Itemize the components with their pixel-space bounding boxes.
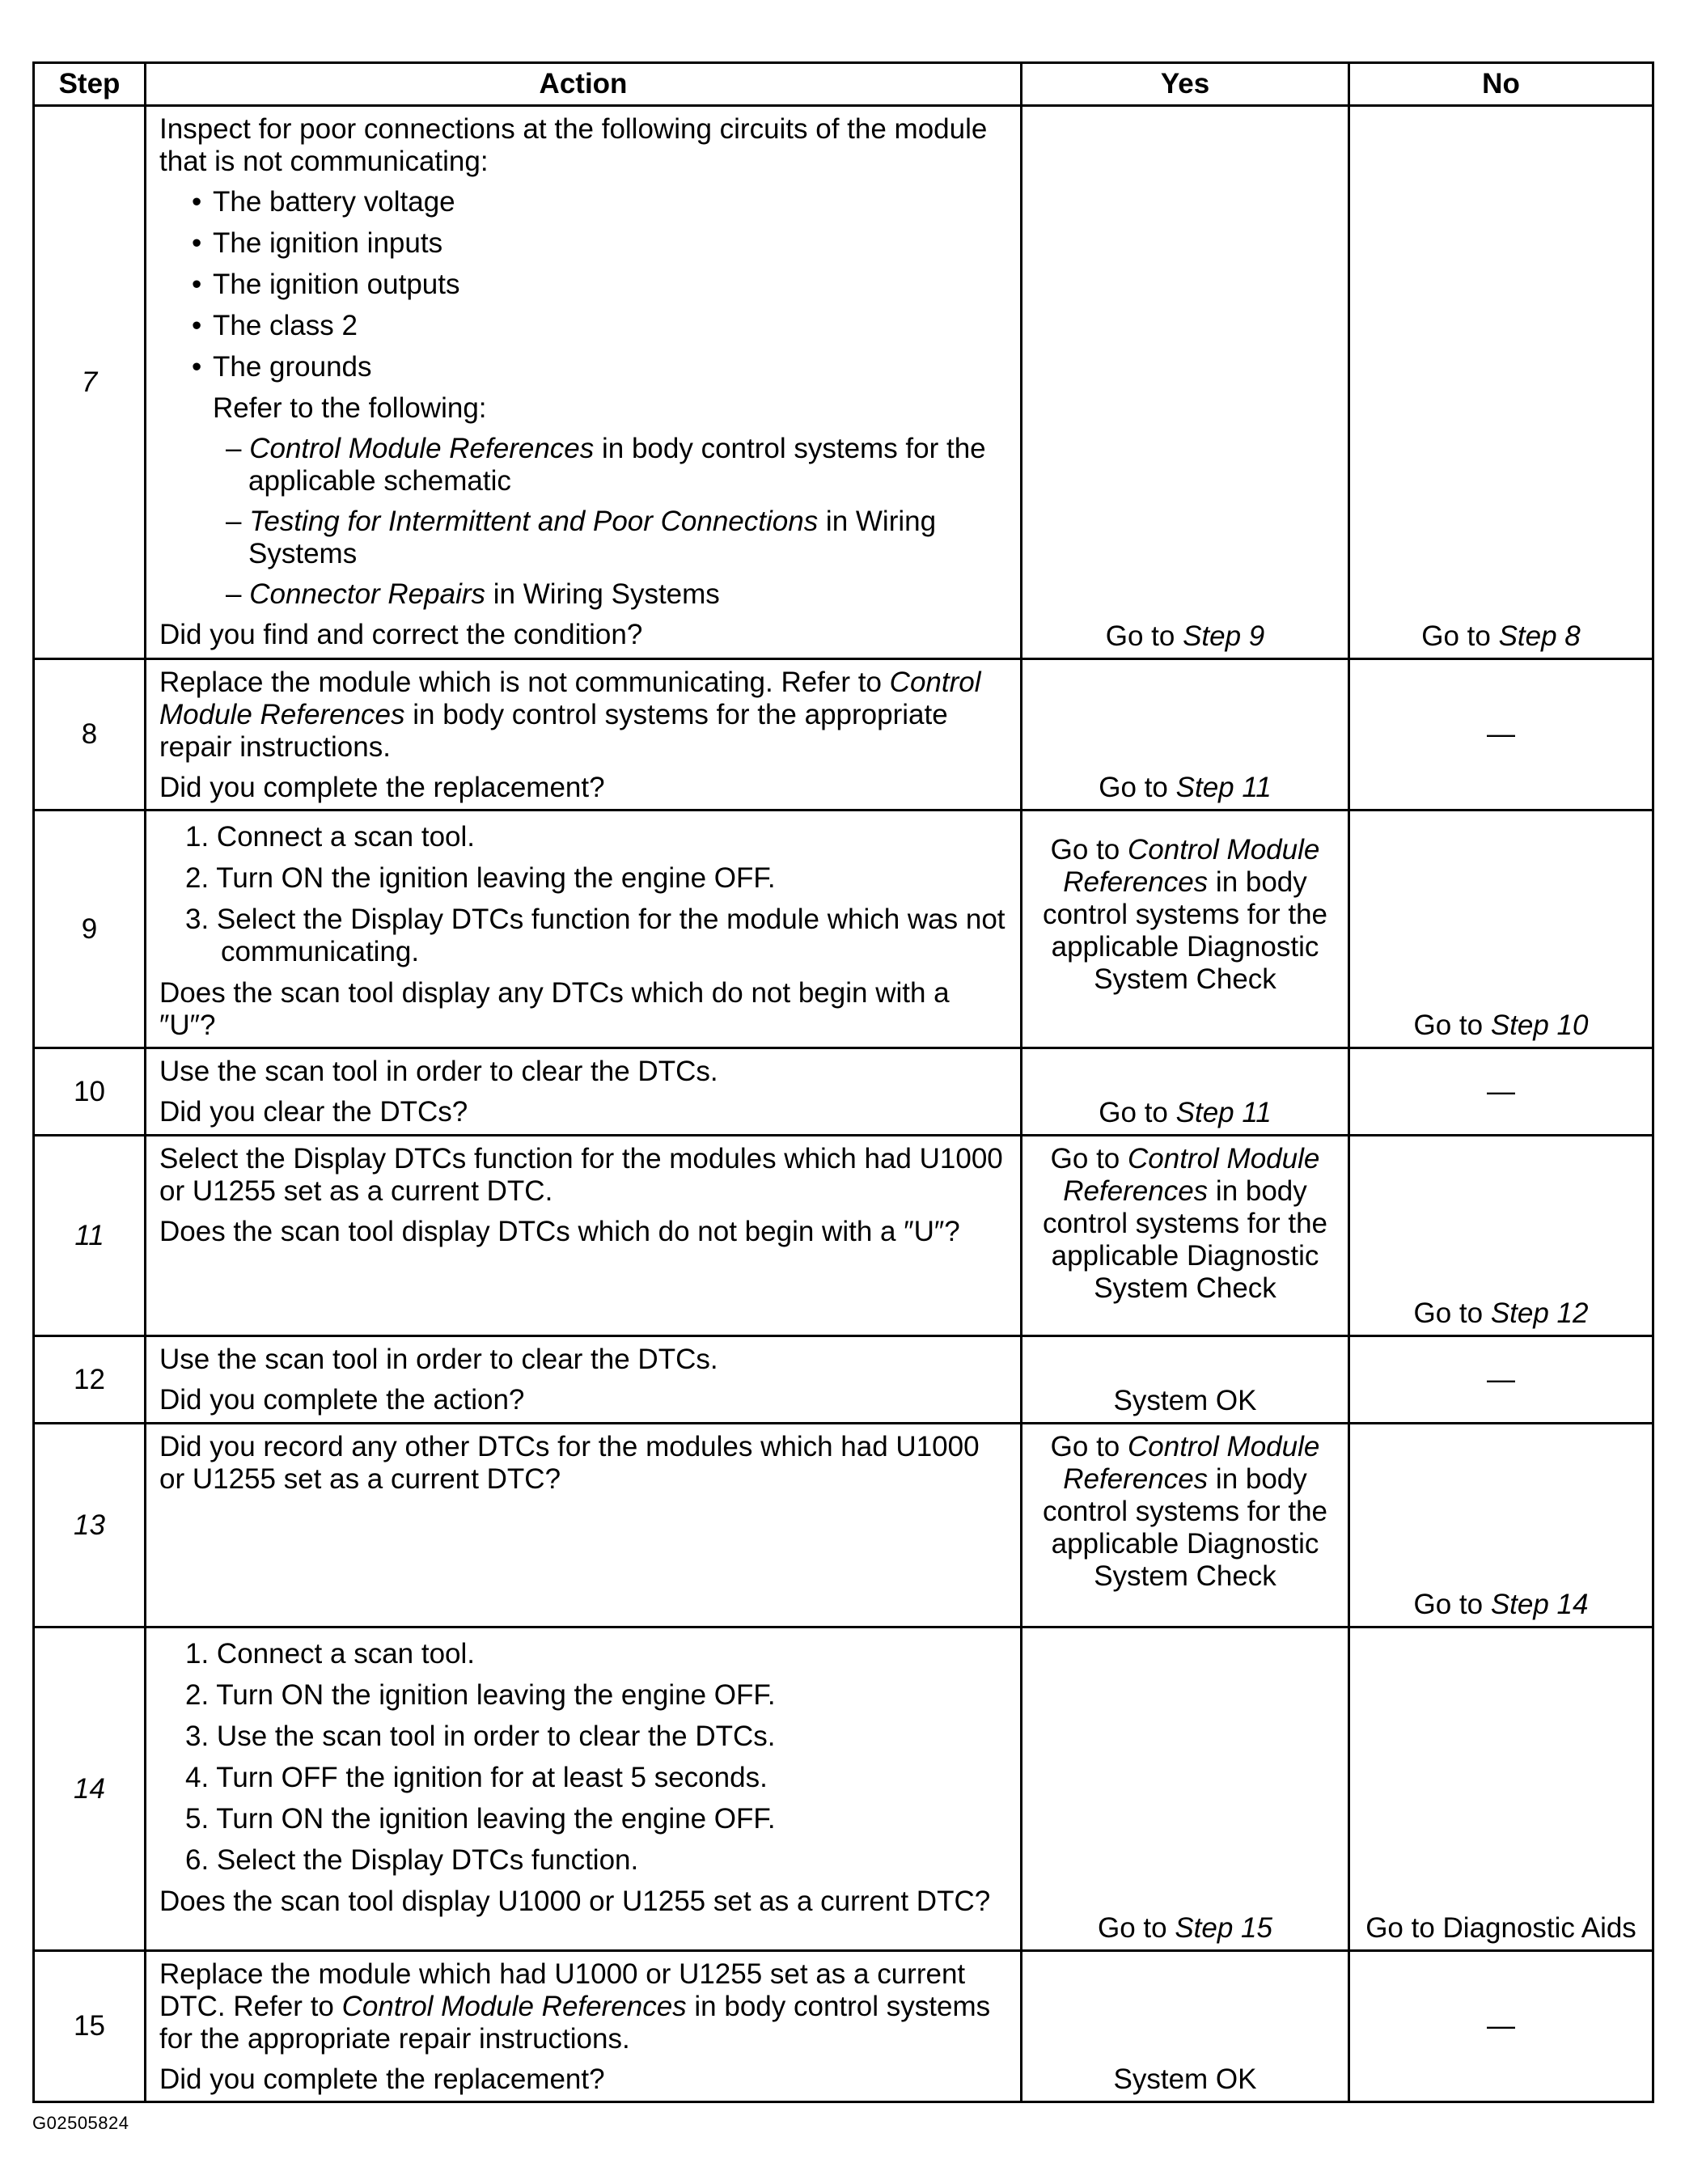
list-item: 4. Turn OFF the ignition for at least 5 seconds. [185, 1762, 768, 1793]
yes-result: Go to Control Module References in body control systems for the applicable Diagnostic System Check [1042, 834, 1328, 995]
question-text: Does the scan tool display any DTCs which do not begin with a ″U″? [159, 977, 950, 1041]
step-number: 13 [34, 1424, 146, 1627]
action-text: Inspect for poor connections at the following circuits of the module that is not communicating: [159, 113, 988, 177]
header-no: No [1349, 63, 1653, 106]
yes-result: Go to Step 11 [1099, 1097, 1272, 1128]
yes-result: Go to Step 15 [1098, 1912, 1272, 1944]
step-number: 9 [34, 811, 146, 1048]
diagnostic-table [32, 61, 1654, 2103]
action-cell [146, 1627, 1022, 1951]
action-cell [146, 1336, 1022, 1424]
question-text: Did you find and correct the condition? [159, 619, 643, 650]
yes-cell [1022, 1048, 1349, 1136]
table-header-row [34, 63, 1653, 106]
no-result: Go to Step 14 [1413, 1589, 1589, 1620]
yes-cell [1022, 1136, 1349, 1336]
table-row-step-11 [34, 1136, 1653, 1336]
list-item: 1. Connect a scan tool. [185, 821, 475, 853]
list-item: • The grounds [192, 351, 1009, 383]
bullet-list [159, 186, 1009, 383]
step-number: 15 [34, 1951, 146, 2102]
action-text: Use the scan tool in order to clear the DTCs. [159, 1344, 718, 1375]
list-item: 2. Turn ON the ignition leaving the engine OFF. [185, 1679, 776, 1711]
header-yes: Yes [1022, 63, 1349, 106]
action-text: Replace the module which had U1000 or U1255 set as a current DTC. Refer to Control Module References in body control systems for the appropriate repair instructions. [159, 1958, 991, 2055]
no-cell [1349, 106, 1653, 659]
refer-text: Refer to the following: [213, 392, 487, 424]
action-text: Use the scan tool in order to clear the DTCs. [159, 1056, 718, 1087]
action-cell [146, 1424, 1022, 1627]
table-row-step-9 [34, 811, 1653, 1048]
list-item: – Control Module References in body control systems for the applicable schematic [226, 433, 986, 497]
yes-cell [1022, 1336, 1349, 1424]
question-text: Did you complete the replacement? [159, 2063, 605, 2095]
action-text: Select the Display DTCs function for the modules which had U1000 or U1255 set as a current DTC. [159, 1143, 1003, 1207]
yes-cell [1022, 1627, 1349, 1951]
table-row-step-7 [34, 106, 1653, 659]
question-text: Did you complete the replacement? [159, 772, 605, 803]
action-cell [146, 1136, 1022, 1336]
step-number: 7 [34, 106, 146, 659]
question-text: Does the scan tool display U1000 or U1255 set as a current DTC? [159, 1886, 991, 1917]
no-result: Go to Diagnostic Aids [1365, 1912, 1636, 1944]
no-cell [1349, 1627, 1653, 1951]
no-cell: — [1349, 1048, 1653, 1136]
step-number: 14 [34, 1627, 146, 1951]
yes-cell [1022, 659, 1349, 811]
yes-result: System OK [1113, 1385, 1257, 1416]
no-result: Go to Step 8 [1421, 620, 1581, 652]
no-result: Go to Step 12 [1413, 1297, 1589, 1329]
no-result: Go to Step 10 [1413, 1009, 1589, 1041]
list-item: • The ignition outputs [192, 269, 1009, 301]
numbered-list [159, 1638, 1009, 1877]
table-row-step-8 [34, 659, 1653, 811]
figure-id: G02505824 [32, 2113, 129, 2133]
question-text: Does the scan tool display DTCs which do not begin with a ″U″? [159, 1216, 960, 1247]
action-text: Replace the module which is not communicating. Refer to Control Module References in body control systems for the appropriate repair instructions. [159, 667, 981, 763]
list-item: 3. Select the Display DTCs function for the module which was not communicating. [185, 904, 1005, 967]
step-number: 12 [34, 1336, 146, 1424]
header-action: Action [146, 63, 1022, 106]
step-number: 11 [34, 1136, 146, 1336]
no-cell: — [1349, 1336, 1653, 1424]
yes-result: Go to Control Module References in body control systems for the applicable Diagnostic System Check [1042, 1431, 1328, 1592]
action-cell [146, 659, 1022, 811]
question-text: Did you clear the DTCs? [159, 1096, 468, 1128]
table-row-step-15 [34, 1951, 1653, 2102]
list-item: 6. Select the Display DTCs function. [185, 1844, 639, 1876]
yes-cell [1022, 106, 1349, 659]
list-item: 3. Use the scan tool in order to clear the DTCs. [185, 1721, 776, 1752]
no-cell [1349, 1424, 1653, 1627]
yes-cell [1022, 1951, 1349, 2102]
list-item: – Connector Repairs in Wiring Systems [226, 578, 720, 610]
yes-cell [1022, 1424, 1349, 1627]
action-cell [146, 1048, 1022, 1136]
header-step: Step [34, 63, 146, 106]
list-item: 5. Turn ON the ignition leaving the engine OFF. [185, 1803, 776, 1835]
question-text: Did you record any other DTCs for the modules which had U1000 or U1255 set as a current DTC? [159, 1431, 980, 1495]
table-row-step-10 [34, 1048, 1653, 1136]
list-item: 1. Connect a scan tool. [185, 1638, 475, 1670]
yes-result: System OK [1113, 2063, 1257, 2095]
numbered-list [159, 821, 1009, 968]
table-row-step-13 [34, 1424, 1653, 1627]
step-number: 8 [34, 659, 146, 811]
no-cell [1349, 811, 1653, 1048]
reference-list [159, 433, 1009, 611]
list-item: 2. Turn ON the ignition leaving the engine OFF. [185, 862, 776, 894]
list-item: • The battery voltage [192, 186, 1009, 218]
diagnostic-table-container [32, 61, 1652, 2103]
list-item: • The ignition inputs [192, 227, 1009, 260]
action-cell [146, 1951, 1022, 2102]
no-cell [1349, 1136, 1653, 1336]
list-item: • The class 2 [192, 310, 1009, 342]
yes-result: Go to Control Module References in body control systems for the applicable Diagnostic System Check [1042, 1143, 1328, 1304]
question-text: Did you complete the action? [159, 1384, 525, 1416]
table-row-step-12 [34, 1336, 1653, 1424]
action-cell [146, 106, 1022, 659]
step-number: 10 [34, 1048, 146, 1136]
no-cell: — [1349, 1951, 1653, 2102]
yes-cell [1022, 811, 1349, 1048]
table-row-step-14 [34, 1627, 1653, 1951]
list-item: – Testing for Intermittent and Poor Connections in Wiring Systems [226, 506, 937, 569]
yes-result: Go to Step 9 [1105, 620, 1265, 652]
yes-result: Go to Step 11 [1099, 772, 1272, 803]
no-cell: — [1349, 659, 1653, 811]
action-cell [146, 811, 1022, 1048]
